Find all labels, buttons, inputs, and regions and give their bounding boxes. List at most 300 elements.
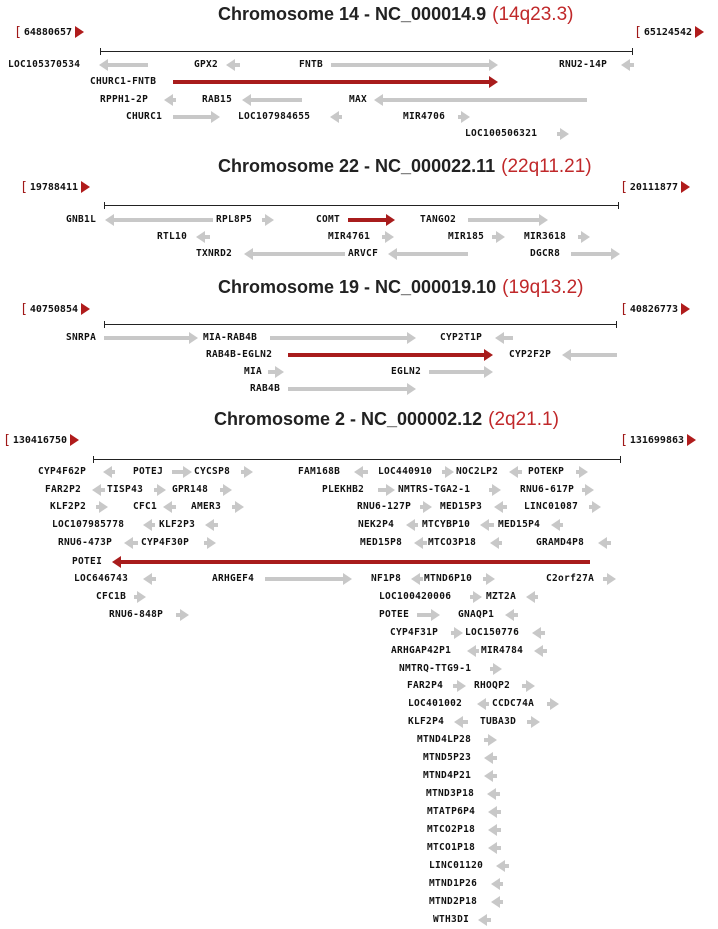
gene-label[interactable]: GNAQP1 bbox=[458, 609, 495, 620]
arrow-right-icon[interactable] bbox=[484, 734, 497, 746]
panel-title bbox=[214, 409, 559, 431]
sequence-ruler bbox=[100, 51, 633, 52]
gene-arrowhead bbox=[607, 573, 616, 585]
arrow-left-icon[interactable] bbox=[124, 537, 138, 549]
gene-arrowhead bbox=[163, 501, 172, 513]
gene-arrowhead bbox=[414, 537, 423, 549]
gene-label[interactable]: RNU2-14P bbox=[559, 59, 608, 70]
gene-label[interactable]: MED15P8 bbox=[360, 537, 403, 548]
arrow-left-icon[interactable] bbox=[534, 645, 547, 657]
gene-label[interactable]: SNRPA bbox=[66, 332, 97, 343]
gene-label[interactable]: CYCSP8 bbox=[194, 466, 231, 477]
arrow-left-icon[interactable] bbox=[494, 501, 507, 513]
arrow-left-icon[interactable] bbox=[406, 519, 418, 531]
arrow-right-icon[interactable] bbox=[173, 111, 220, 123]
arrow-right-icon[interactable] bbox=[603, 573, 616, 585]
gene-arrowhead bbox=[388, 248, 397, 260]
gene-shaft bbox=[348, 218, 387, 222]
arrow-right-icon[interactable] bbox=[470, 591, 482, 603]
gene-label[interactable]: MIA-RAB4B bbox=[203, 332, 258, 343]
arrow-left-icon[interactable] bbox=[414, 537, 427, 549]
arrow-left-icon[interactable] bbox=[374, 94, 587, 106]
arrow-left-icon[interactable] bbox=[226, 59, 240, 71]
start-coordinate-value: 40750854 bbox=[29, 303, 78, 315]
gene-shaft bbox=[113, 218, 213, 222]
arrow-left-icon[interactable] bbox=[562, 349, 617, 361]
end-coordinate[interactable] bbox=[620, 433, 696, 447]
gene-arrowhead bbox=[592, 501, 601, 513]
gene-label[interactable]: MIA bbox=[244, 366, 263, 377]
start-coordinate[interactable] bbox=[3, 433, 79, 447]
arrow-left-icon[interactable] bbox=[467, 645, 479, 657]
gene-label[interactable]: DGCR8 bbox=[530, 248, 561, 259]
gene-label[interactable]: POTEI bbox=[72, 556, 103, 567]
arrow-right-icon[interactable] bbox=[489, 484, 501, 496]
arrow-right-icon[interactable] bbox=[288, 383, 416, 395]
gene-arrowhead bbox=[489, 76, 498, 88]
gene-arrowhead bbox=[385, 231, 394, 243]
play-arrow-icon[interactable] bbox=[81, 303, 90, 315]
panel-title bbox=[218, 156, 592, 178]
gene-label[interactable]: RNU6-617P bbox=[520, 484, 575, 495]
play-arrow-icon[interactable] bbox=[681, 303, 690, 315]
arrow-right-icon[interactable] bbox=[527, 716, 540, 728]
gene-arrowhead bbox=[491, 896, 500, 908]
start-coordinate[interactable] bbox=[20, 302, 90, 316]
gene-label[interactable]: GNB1L bbox=[66, 214, 97, 225]
gene-label[interactable]: MIR4706 bbox=[403, 111, 446, 122]
gene-label[interactable]: CYP4F31P bbox=[390, 627, 439, 638]
gene-arrowhead bbox=[157, 484, 166, 496]
gene-label[interactable]: CCDC74A bbox=[492, 698, 535, 709]
arrow-right-icon[interactable] bbox=[173, 76, 498, 88]
arrow-left-icon[interactable] bbox=[509, 466, 522, 478]
gene-label[interactable]: POTEJ bbox=[133, 466, 164, 477]
gene-shaft bbox=[250, 98, 302, 102]
gene-label[interactable]: RNU6-848P bbox=[109, 609, 164, 620]
arrow-right-icon[interactable] bbox=[220, 484, 232, 496]
gene-arrowhead bbox=[205, 519, 214, 531]
arrow-right-icon[interactable] bbox=[204, 537, 216, 549]
arrow-right-icon[interactable] bbox=[232, 501, 244, 513]
gene-label[interactable]: MIR185 bbox=[448, 231, 485, 242]
arrow-left-icon[interactable] bbox=[480, 519, 494, 531]
arrow-right-icon[interactable] bbox=[262, 214, 274, 226]
arrow-right-icon[interactable] bbox=[571, 248, 620, 260]
gene-arrowhead bbox=[598, 537, 607, 549]
gene-label[interactable]: LOC107985778 bbox=[52, 519, 125, 530]
gene-label[interactable]: C2orf27A bbox=[546, 573, 595, 584]
chromosome-title: Chromosome 19 - NC_000019.10 bbox=[218, 277, 497, 297]
gene-label[interactable]: LOC150776 bbox=[465, 627, 520, 638]
arrow-left-icon[interactable] bbox=[477, 698, 489, 710]
arrow-left-icon[interactable] bbox=[411, 573, 423, 585]
gene-label[interactable]: FNTB bbox=[299, 59, 324, 70]
gene-label[interactable]: ARHGAP42P1 bbox=[391, 645, 452, 656]
gene-label[interactable]: FAR2P4 bbox=[407, 680, 444, 691]
arrow-left-icon[interactable] bbox=[491, 896, 503, 908]
arrow-right-icon[interactable] bbox=[582, 484, 594, 496]
gene-label[interactable]: ARHGEF4 bbox=[212, 573, 255, 584]
arrow-left-icon[interactable] bbox=[551, 519, 563, 531]
arrow-left-icon[interactable] bbox=[484, 770, 497, 782]
arrow-right-icon[interactable] bbox=[270, 332, 416, 344]
arrow-right-icon[interactable] bbox=[348, 214, 395, 226]
gene-arrowhead bbox=[454, 716, 463, 728]
gene-label[interactable]: CYP2T1P bbox=[440, 332, 483, 343]
bracket-icon: [ bbox=[3, 432, 11, 448]
gene-label[interactable]: MTATP6P4 bbox=[427, 806, 476, 817]
gene-arrowhead bbox=[550, 698, 559, 710]
gene-label[interactable]: RPPH1-2P bbox=[100, 94, 149, 105]
gene-shaft bbox=[503, 336, 513, 340]
play-arrow-icon[interactable] bbox=[81, 181, 90, 193]
end-coordinate-value: 131699863 bbox=[629, 434, 685, 446]
gene-arrowhead bbox=[124, 537, 133, 549]
start-coordinate-value: 130416750 bbox=[12, 434, 68, 446]
arrow-right-icon[interactable] bbox=[578, 231, 590, 243]
arrow-right-icon[interactable] bbox=[331, 59, 498, 71]
gene-label[interactable]: FAM168B bbox=[298, 466, 341, 477]
gene-shaft bbox=[331, 63, 490, 67]
bracket-icon: [ bbox=[14, 24, 22, 40]
arrow-right-icon[interactable] bbox=[104, 332, 198, 344]
arrow-right-icon[interactable] bbox=[589, 501, 601, 513]
gene-label[interactable]: LOC100506321 bbox=[465, 128, 538, 139]
gene-label[interactable]: RAB4B-EGLN2 bbox=[206, 349, 273, 360]
arrow-right-icon[interactable] bbox=[468, 214, 548, 226]
arrow-right-icon[interactable] bbox=[557, 128, 569, 140]
gene-label[interactable]: LOC646743 bbox=[74, 573, 129, 584]
gene-shaft bbox=[396, 252, 468, 256]
gene-arrowhead bbox=[473, 591, 482, 603]
gene-arrowhead bbox=[235, 501, 244, 513]
gene-label[interactable]: NMTRQ-TTG9-1 bbox=[399, 663, 472, 674]
arrow-left-icon[interactable] bbox=[495, 332, 513, 344]
cytogenetic-band: (14q23.3) bbox=[492, 4, 574, 25]
gene-arrowhead bbox=[244, 248, 253, 260]
gene-arrowhead bbox=[484, 770, 493, 782]
gene-label[interactable]: LOC401002 bbox=[408, 698, 463, 709]
gene-label[interactable]: TANGO2 bbox=[420, 214, 457, 225]
gene-label[interactable]: LOC100420006 bbox=[379, 591, 452, 602]
gene-label[interactable]: AMER3 bbox=[191, 501, 222, 512]
gene-label[interactable]: MTND5P23 bbox=[423, 752, 472, 763]
gene-label[interactable]: CFC1B bbox=[96, 591, 127, 602]
arrow-left-icon[interactable] bbox=[488, 842, 501, 854]
gene-arrowhead bbox=[484, 366, 493, 378]
arrow-left-icon[interactable] bbox=[196, 231, 210, 243]
gene-label[interactable]: COMT bbox=[316, 214, 341, 225]
gene-label[interactable]: NEK2P4 bbox=[358, 519, 395, 530]
gene-label[interactable]: MTCO2P18 bbox=[427, 824, 476, 835]
gene-arrowhead bbox=[112, 556, 121, 568]
gene-arrowhead bbox=[490, 537, 499, 549]
gene-label[interactable]: LINC01120 bbox=[429, 860, 484, 871]
gene-arrowhead bbox=[407, 332, 416, 344]
gene-label[interactable]: MTND1P26 bbox=[429, 878, 478, 889]
arrow-left-icon[interactable] bbox=[105, 214, 213, 226]
arrow-right-icon[interactable] bbox=[576, 466, 588, 478]
gene-arrowhead bbox=[581, 231, 590, 243]
arrow-right-icon[interactable] bbox=[382, 231, 394, 243]
gene-label[interactable]: CYP4F30P bbox=[141, 537, 190, 548]
arrow-right-icon[interactable] bbox=[417, 609, 440, 621]
gene-arrowhead bbox=[207, 537, 216, 549]
arrow-right-icon[interactable] bbox=[241, 466, 253, 478]
gene-label[interactable]: MTND4LP28 bbox=[417, 734, 472, 745]
gene-shaft bbox=[270, 336, 408, 340]
gene-arrowhead bbox=[477, 698, 486, 710]
play-arrow-icon[interactable] bbox=[70, 434, 79, 446]
gene-label[interactable]: GPX2 bbox=[194, 59, 219, 70]
start-coordinate-value: 64880657 bbox=[23, 26, 72, 38]
gene-label[interactable]: CHURC1-FNTB bbox=[90, 76, 157, 87]
play-arrow-icon[interactable] bbox=[681, 181, 690, 193]
sequence-ruler bbox=[104, 205, 619, 206]
bracket-icon: [ bbox=[20, 301, 28, 317]
gene-label[interactable]: LOC105370534 bbox=[8, 59, 81, 70]
gene-label[interactable]: NMTRS-TGA2-1 bbox=[398, 484, 471, 495]
gene-label[interactable]: RAB4B bbox=[250, 383, 281, 394]
gene-shaft bbox=[104, 336, 190, 340]
gene-label[interactable]: TXNRD2 bbox=[196, 248, 233, 259]
arrow-left-icon[interactable] bbox=[478, 914, 491, 926]
arrow-left-icon[interactable] bbox=[490, 537, 502, 549]
arrow-right-icon[interactable] bbox=[154, 484, 166, 496]
gene-arrowhead bbox=[143, 519, 152, 531]
gene-arrowhead bbox=[445, 466, 454, 478]
start-coordinate[interactable] bbox=[20, 180, 90, 194]
gene-arrowhead bbox=[423, 501, 432, 513]
end-coordinate[interactable] bbox=[620, 302, 690, 316]
arrow-right-icon[interactable] bbox=[265, 573, 352, 585]
gene-label[interactable]: TUBA3D bbox=[480, 716, 517, 727]
arrow-left-icon[interactable] bbox=[163, 501, 176, 513]
gene-label[interactable]: MTND2P18 bbox=[429, 896, 478, 907]
gene-shaft bbox=[468, 218, 540, 222]
arrow-left-icon[interactable] bbox=[621, 59, 634, 71]
gene-label[interactable]: NOC2LP2 bbox=[456, 466, 499, 477]
gene-shaft bbox=[252, 252, 345, 256]
bracket-icon: [ bbox=[634, 24, 642, 40]
gene-label[interactable]: CYP2F2P bbox=[509, 349, 552, 360]
gene-arrowhead bbox=[562, 349, 571, 361]
gene-arrowhead bbox=[493, 663, 502, 675]
chromosome-title: Chromosome 2 - NC_000002.12 bbox=[214, 409, 483, 429]
gene-shaft bbox=[417, 613, 432, 617]
arrow-left-icon[interactable] bbox=[454, 716, 468, 728]
gene-arrowhead bbox=[180, 609, 189, 621]
gene-label[interactable]: MZT2A bbox=[486, 591, 517, 602]
arrow-left-icon[interactable] bbox=[143, 519, 155, 531]
arrow-left-icon[interactable] bbox=[598, 537, 611, 549]
bracket-icon: [ bbox=[620, 179, 628, 195]
arrow-right-icon[interactable] bbox=[172, 466, 192, 478]
gene-label[interactable]: GRAMD4P8 bbox=[536, 537, 585, 548]
gene-arrowhead bbox=[478, 914, 487, 926]
arrow-right-icon[interactable] bbox=[378, 484, 395, 496]
gene-shaft bbox=[120, 560, 590, 564]
arrow-right-icon[interactable] bbox=[429, 366, 493, 378]
chromosome-title: Chromosome 22 - NC_000022.11 bbox=[218, 156, 496, 176]
gene-label[interactable]: TISP43 bbox=[107, 484, 144, 495]
gene-label[interactable]: MTCYBP10 bbox=[422, 519, 471, 530]
arrow-right-icon[interactable] bbox=[522, 680, 535, 692]
gene-arrowhead bbox=[539, 214, 548, 226]
gene-label[interactable]: PLEKHB2 bbox=[322, 484, 365, 495]
gene-label[interactable]: MED15P4 bbox=[498, 519, 541, 530]
gene-label[interactable]: WTH3DI bbox=[433, 914, 470, 925]
play-arrow-icon[interactable] bbox=[75, 26, 84, 38]
arrow-right-icon[interactable] bbox=[288, 349, 493, 361]
arrow-left-icon[interactable] bbox=[526, 591, 538, 603]
gene-shaft bbox=[173, 115, 212, 119]
gene-label[interactable]: RHOQP2 bbox=[474, 680, 511, 691]
gene-arrowhead bbox=[467, 645, 476, 657]
end-coordinate-value: 20111877 bbox=[629, 181, 678, 193]
panel-title bbox=[218, 4, 573, 26]
arrow-right-icon[interactable] bbox=[490, 663, 502, 675]
cytogenetic-band: (22q11.21) bbox=[501, 156, 592, 177]
gene-arrowhead bbox=[488, 824, 497, 836]
start-coordinate-value: 19788411 bbox=[29, 181, 78, 193]
arrow-right-icon[interactable] bbox=[453, 680, 466, 692]
arrow-right-icon[interactable] bbox=[96, 501, 108, 513]
gene-label[interactable]: RPL8P5 bbox=[216, 214, 253, 225]
gene-label[interactable]: MIR4761 bbox=[328, 231, 371, 242]
arrow-left-icon[interactable] bbox=[143, 573, 156, 585]
gene-arrowhead bbox=[495, 332, 504, 344]
gene-arrowhead bbox=[343, 573, 352, 585]
gene-shaft bbox=[429, 370, 485, 374]
arrow-left-icon[interactable] bbox=[496, 860, 509, 872]
arrow-right-icon[interactable] bbox=[442, 466, 454, 478]
gene-label[interactable]: CYP4F62P bbox=[38, 466, 87, 477]
gene-arrowhead bbox=[330, 111, 339, 123]
gene-label[interactable]: MTND6P10 bbox=[424, 573, 473, 584]
arrow-right-icon[interactable] bbox=[420, 501, 432, 513]
gene-arrowhead bbox=[551, 519, 560, 531]
arrow-left-icon[interactable] bbox=[112, 556, 590, 568]
arrow-left-icon[interactable] bbox=[99, 59, 148, 71]
gene-arrowhead bbox=[484, 752, 493, 764]
bracket-icon: [ bbox=[620, 301, 628, 317]
gene-arrowhead bbox=[494, 501, 503, 513]
gene-arrowhead bbox=[526, 591, 535, 603]
gene-label[interactable]: FAR2P2 bbox=[45, 484, 82, 495]
gene-arrowhead bbox=[374, 94, 383, 106]
gene-arrowhead bbox=[103, 466, 112, 478]
gene-arrowhead bbox=[488, 842, 497, 854]
arrow-left-icon[interactable] bbox=[205, 519, 218, 531]
gene-shaft bbox=[173, 80, 490, 84]
arrow-right-icon[interactable] bbox=[458, 111, 470, 123]
gene-label[interactable]: MIR4784 bbox=[481, 645, 524, 656]
arrow-left-icon[interactable] bbox=[487, 788, 500, 800]
gene-shaft bbox=[570, 353, 617, 357]
gene-label[interactable]: NF1P8 bbox=[371, 573, 402, 584]
arrow-left-icon[interactable] bbox=[103, 466, 115, 478]
gene-label[interactable]: POTEE bbox=[379, 609, 410, 620]
gene-arrowhead bbox=[99, 59, 108, 71]
gene-label[interactable]: KLF2P3 bbox=[159, 519, 196, 530]
gene-label[interactable]: MAX bbox=[349, 94, 368, 105]
start-coordinate[interactable] bbox=[14, 25, 84, 39]
gene-label[interactable]: RNU6-473P bbox=[58, 537, 113, 548]
cytogenetic-band: (2q21.1) bbox=[488, 409, 559, 430]
arrow-left-icon[interactable] bbox=[244, 248, 345, 260]
arrow-right-icon[interactable] bbox=[268, 366, 284, 378]
gene-arrowhead bbox=[454, 627, 463, 639]
arrow-right-icon[interactable] bbox=[134, 591, 146, 603]
arrow-left-icon[interactable] bbox=[532, 627, 545, 639]
gene-arrowhead bbox=[196, 231, 205, 243]
gene-label[interactable]: RTL10 bbox=[157, 231, 188, 242]
gene-label[interactable]: ARVCF bbox=[348, 248, 379, 259]
arrow-right-icon[interactable] bbox=[547, 698, 559, 710]
gene-label[interactable]: EGLN2 bbox=[391, 366, 422, 377]
arrow-left-icon[interactable] bbox=[488, 806, 501, 818]
arrow-left-icon[interactable] bbox=[242, 94, 302, 106]
gene-label[interactable]: KLF2P4 bbox=[408, 716, 445, 727]
gene-arrowhead bbox=[431, 609, 440, 621]
play-arrow-icon[interactable] bbox=[695, 26, 704, 38]
gene-label[interactable]: CHURC1 bbox=[126, 111, 163, 122]
arrow-left-icon[interactable] bbox=[164, 94, 176, 106]
arrow-left-icon[interactable] bbox=[354, 466, 368, 478]
arrow-right-icon[interactable] bbox=[451, 627, 463, 639]
end-coordinate[interactable] bbox=[620, 180, 690, 194]
arrow-right-icon[interactable] bbox=[492, 231, 505, 243]
arrow-left-icon[interactable] bbox=[491, 878, 503, 890]
arrow-right-icon[interactable] bbox=[176, 609, 189, 621]
arrow-left-icon[interactable] bbox=[92, 484, 105, 496]
arrow-left-icon[interactable] bbox=[330, 111, 342, 123]
gene-label[interactable]: MTCO1P18 bbox=[427, 842, 476, 853]
gene-arrowhead bbox=[211, 111, 220, 123]
gene-arrowhead bbox=[486, 573, 495, 585]
gene-arrowhead bbox=[505, 609, 514, 621]
gene-shaft bbox=[265, 577, 344, 581]
arrow-left-icon[interactable] bbox=[505, 609, 518, 621]
gene-label[interactable]: LOC107984655 bbox=[238, 111, 311, 122]
end-coordinate[interactable] bbox=[634, 25, 704, 39]
gene-label[interactable]: MTND4P21 bbox=[423, 770, 472, 781]
gene-label[interactable]: MTCO3P18 bbox=[428, 537, 477, 548]
gene-label[interactable]: KLF2P2 bbox=[50, 501, 87, 512]
arrow-left-icon[interactable] bbox=[388, 248, 468, 260]
gene-arrowhead bbox=[461, 111, 470, 123]
gene-label[interactable]: GPR148 bbox=[172, 484, 209, 495]
gene-label[interactable]: CFC1 bbox=[133, 501, 158, 512]
gene-label[interactable]: POTEKP bbox=[528, 466, 565, 477]
gene-label[interactable]: MIR3618 bbox=[524, 231, 567, 242]
arrow-right-icon[interactable] bbox=[483, 573, 495, 585]
gene-arrowhead bbox=[386, 484, 395, 496]
gene-label[interactable]: MTND3P18 bbox=[426, 788, 475, 799]
gene-label[interactable]: RNU6-127P bbox=[357, 501, 412, 512]
arrow-left-icon[interactable] bbox=[484, 752, 497, 764]
gene-arrowhead bbox=[354, 466, 363, 478]
gene-arrowhead bbox=[275, 366, 284, 378]
gene-label[interactable]: LINC01087 bbox=[524, 501, 579, 512]
gene-label[interactable]: MED15P3 bbox=[440, 501, 483, 512]
gene-label[interactable]: RAB15 bbox=[202, 94, 233, 105]
gene-label[interactable]: LOC440910 bbox=[378, 466, 433, 477]
play-arrow-icon[interactable] bbox=[687, 434, 696, 446]
arrow-left-icon[interactable] bbox=[488, 824, 501, 836]
